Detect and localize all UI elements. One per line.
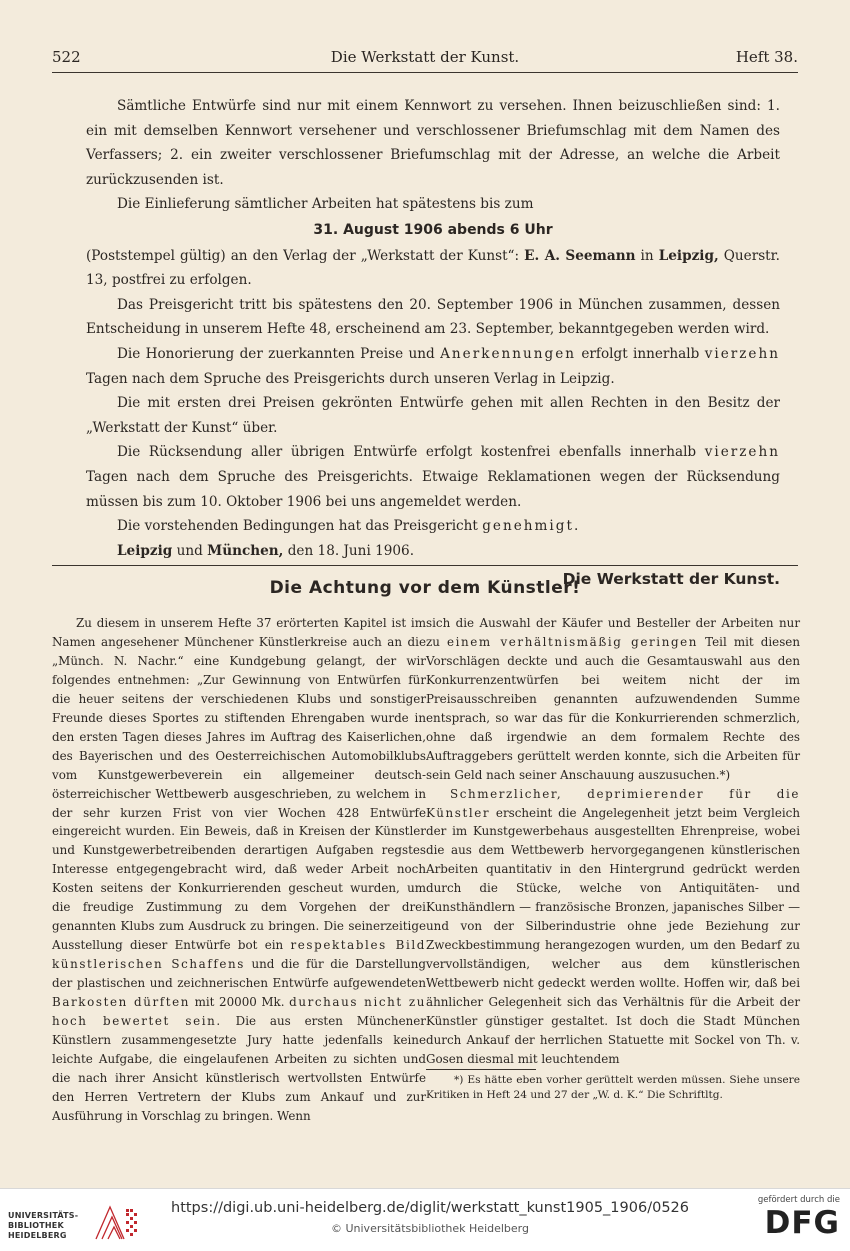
notice-paragraph: Die mit ersten drei Preisen gekrönten Entwürfe gehen mit allen Rechten in den Besitz der „Werkstatt der Kunst“ über. [86,395,780,436]
article-paragraph: Zu diesem in unserem Hefte 37 erörterten Kapitel ist im Namen angesehener Münchener Künstlerkreise auch an die „Münch. N. Nachr.“ eine Kundgebung gelangt, der wir folgendes entnehmen: „Zur Gewinnung von Entwürfen für die heuer seitens der verschiedenen Klubs und sonstiger Freunde dieses Sportes zu stiftenden Ehrengaben wurde in den ersten Tagen dieses Jahres im Auftrag des Kaiserlichen, des Bayerischen und des Oesterreichischen Automobilklubs vom Kunstgewerbeverein ein allgemeiner deutsch-österreichischer Wettbewerb ausgeschrieben, zu welchem in der sehr kurzen Frist von vier Wochen 428 Entwürfe eingereicht wurden. Ein Beweis, daß in Kreisen der Künstler und Kunstgewerbetreibenden derartigen Aufgaben regstes Interesse entgegengebracht wird, daß weder Arbeit noch Kosten seitens der Konkurrierenden gescheut wurden, um die freudige Zustimmung zu dem Vorgehen der drei genannten Klubs zum Ausdruck zu bringen. Die seinerzeitige Ausstellung dieser Entwürfe bot ein respektables Bild künstlerischen Schaffens und die für die Darstellung der plastischen und zeichnerischen Entwürfe aufgewendeten Barkosten dürften mit 20000 Mk. durchaus nicht zu hoch bewertet sein. Die aus ersten Münchener Künstlern zusammengesetzte Jury hatte jedenfalls keine leichte Aufgabe, die eingelaufenen Arbeiten zu sichten und die nach ihrer Ansicht künstlerisch wertvollsten Entwürfe den Herren Vertretern der Klubs zum Ankauf und zur Ausführung in Vorschlag zu bringen. Wenn [52,616,427,1123]
notice-paragraph: Die Rücksendung aller übrigen Entwürfe erfolgt kostenfrei ebenfalls innerhalb vierzehn Tagen nach dem Spruche des Preisgerichts. Etwaige Reklamationen wegen der Rücksendung müssen bis zum 10. Oktober 1906 bei uns angemeldet werden. [86,444,780,510]
dfg-wordmark: DFG [764,1205,840,1241]
publisher-city: Leipzig, [658,247,719,264]
publisher-name: E. A. Seemann [524,247,636,264]
deadline: 31. August 1906 abends 6 Uhr [313,221,553,238]
notice-paragraph: Die vorstehenden Bedingungen hat das Preisgericht genehmigt. [117,518,581,535]
ub-heidelberg-logo[interactable] [8,1203,148,1243]
article-paragraph: Schmerzlicher, deprimierender für die Künstler erscheint die Angelegenheit jetzt beim Vergleich der im Kunstgewerbehaus ausgestellten Ehrenpreise, wobei die aus dem Wettbewerb hervorgegangenen künstlerischen Arbeiten quantitativ in den Hintergrund gedrückt werden durch die Stücke, welche von Antiquitäten- und Kunsthändlern — französische Bronzen, japanisches Silber — und von der Silberindustrie ohne jede Beziehung zur Zweckbestimmung herangezogen wurden, um den Bedarf zu vervollständigen, welcher aus dem künstlerischen Wettbewerb nicht gedeckt werden wollte. Hoffen wir, daß bei ähnlicher Gelegenheit sich das Verhältnis für die Arbeit der Künstler günstiger gestaltet. Ist doch die Stadt München durch Ankauf der herrlichen Statuette mit Sockel von Th. v. Gosen diesmal mit leuchtendem [426,786,800,1066]
notice-paragraph: Sämtliche Entwürfe sind nur mit einem Kennwort zu versehen. Ihnen beizuschließen sind: 1. ein mit demselben Kennwort versehener und verschlossener Briefumschlag mit dem Namen des Verfassers; 2. ein zweiter verschlossener Briefumschlag mit der Adresse, an welche die Arbeit zurückzusenden ist. [86,98,780,188]
copyright-notice: © Universitätsbibliothek Heidelberg [330,1222,529,1235]
journal-title: Die Werkstatt der Kunst. [330,48,520,66]
article-column-left [52,614,426,1126]
footnote-rule [426,1069,536,1070]
dfg-logo[interactable] [744,1195,840,1245]
notice-paragraph: (Poststempel gültig) an den Verlag der „Werkstatt der Kunst“: E. A. Seemann in Leipzig, Querstr. 13, postfrei zu erfolgen. [86,247,780,289]
ub-logo-text: UNIVERSITÄTS- BIBLIOTHEK HEIDELBERG [8,1211,79,1240]
notice-paragraph: Die Honorierung der zuerkannten Preise und Anerkennungen erfolgt innerhalb vierzehn Tagen nach dem Spruche des Preisgerichts durch unseren Verlag in Leipzig. [86,345,780,387]
issue-number: Heft 38. [735,48,798,66]
page-number: 522 [52,48,81,66]
ub-logo-mark-icon [92,1203,140,1243]
notice-paragraph: Die Einlieferung sämtlicher Arbeiten hat spätestens bis zum [117,196,534,213]
viewer-footer-bar [0,1188,850,1251]
dfg-funding-note: gefördert durch die [757,1195,840,1205]
article-paragraph: sich die Auswahl der Käufer und Besteller der Arbeiten nur zu einem verhältnismäßig geringen Teil mit diesen Vorschlägen deckte und auch die Gesamtauswahl aus den Konkurrenzentwürfen bei weitem nicht der im Preisausschreiben genannten aufzuwendenden Summe entsprach, so war das für die Konkurrierenden schmerzlich, ohne daß irgendwie an dem formalem Rechte des Auftraggebers gerüttelt werden konnte, sich die Arbeiten für sein Geld nach seiner Anschauung auszusuchen.*) [426,616,801,782]
notice-paragraph: Das Preisgericht tritt bis spätestens den 20. September 1906 in München zusammen, dessen Entscheidung in unserem Hefte 48, erscheinend am 23. September, bekanntgegeben werden wird. [86,296,780,338]
footnote: *) Es hätte eben vorher gerüttelt werden müssen. Siehe unsere Kritiken in Heft 24 und 27 der „W. d. K.“ Die Schriftltg. [426,1074,800,1101]
signature: Die Werkstatt der Kunst. [562,570,780,589]
section-divider [52,565,798,566]
competition-notice [86,94,780,592]
article-column-right [426,614,800,1069]
article-title: Die Achtung vor dem Künstler! [269,578,581,598]
place-date-line: Leipzig und München, den 18. Juni 1906. [117,542,415,559]
permalink-url[interactable]: https://digi.ub.uni-heidelberg.de/diglit/werkstatt_kunst1905_1906/0526 [171,1200,689,1216]
running-header [52,46,798,73]
